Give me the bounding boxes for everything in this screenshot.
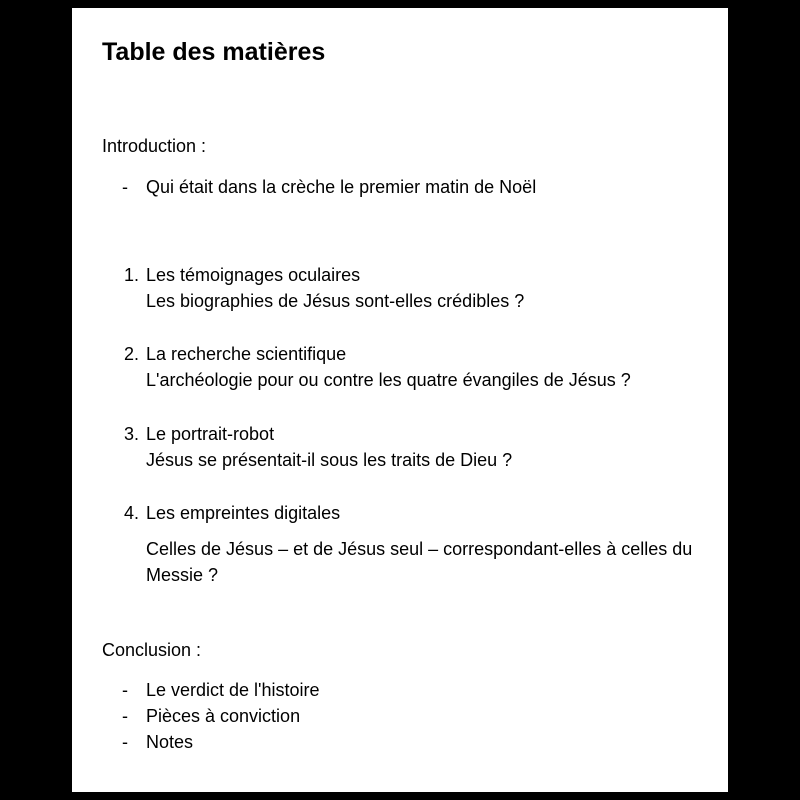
conclusion-item-text: Notes (146, 732, 194, 752)
chapter-subtitle: Celles de Jésus – et de Jésus seul – correspondant-elles à celles du Messie ? (146, 539, 693, 585)
chapter-title: Le portrait-robot (146, 424, 275, 444)
introduction-item-text: Qui était dans la crèche le premier matin de Noël (146, 177, 537, 197)
dash-bullet: - (122, 680, 128, 700)
chapter-title: La recherche scientifique (146, 344, 347, 364)
page-title: Table des matières (102, 38, 326, 66)
chapter-subtitle: Jésus se présentait-il sous les traits de Dieu ? (146, 450, 513, 470)
chapter-number: 1. (124, 265, 140, 285)
conclusion-label: Conclusion : (102, 640, 202, 660)
conclusion-item (122, 680, 320, 701)
chapter-subtitle: Les biographies de Jésus sont-elles crédibles ? (146, 291, 525, 311)
dash-bullet: - (122, 177, 128, 197)
conclusion-item (122, 706, 300, 727)
chapter-title: Les empreintes digitales (146, 503, 341, 523)
chapter-number: 4. (124, 503, 140, 523)
conclusion-item (122, 732, 193, 753)
dash-bullet: - (122, 732, 128, 752)
conclusion-item-text: Pièces à conviction (146, 706, 301, 726)
chapter-subtitle: L'archéologie pour ou contre les quatre évangiles de Jésus ? (146, 370, 631, 390)
chapter-number: 2. (124, 344, 140, 364)
chapter-3 (124, 421, 512, 473)
chapter-4 (124, 500, 706, 588)
chapter-number: 3. (124, 424, 140, 444)
conclusion-item-text: Le verdict de l'histoire (146, 680, 320, 700)
chapter-2 (124, 341, 631, 393)
introduction-item (122, 177, 536, 198)
chapter-1 (124, 262, 524, 314)
chapter-title: Les témoignages oculaires (146, 265, 361, 285)
introduction-label: Introduction : (102, 136, 207, 156)
dash-bullet: - (122, 706, 128, 726)
